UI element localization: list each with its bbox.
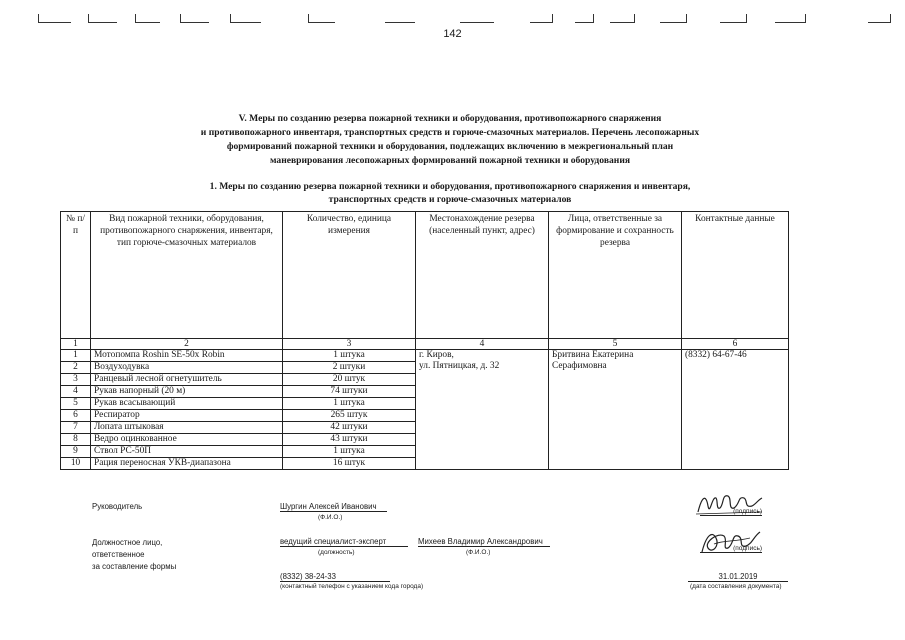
official-label	[92, 537, 176, 573]
official-label-line: ответственное	[92, 550, 145, 559]
official-label-line: за составление формы	[92, 562, 177, 571]
head-label: Руководитель	[92, 502, 143, 511]
row-quantity: 1 штука	[283, 398, 416, 410]
row-quantity: 1 штука	[283, 350, 416, 362]
row-item: Ствол РС-50П	[91, 446, 283, 458]
reserve-table	[60, 211, 789, 470]
head-fio-caption: (Ф.И.О.)	[318, 514, 343, 521]
column-number: 4	[416, 339, 549, 350]
responsible-line: Серафимовна	[552, 361, 607, 371]
column-number: 1	[61, 339, 91, 350]
date-caption: (дата составления документа)	[690, 583, 782, 590]
table-row	[61, 350, 789, 362]
row-quantity: 2 штуки	[283, 362, 416, 374]
row-item: Воздуходувка	[91, 362, 283, 374]
subheading-line: транспортных средств и горюче-смазочных материалов	[328, 194, 572, 205]
heading-line: формирований пожарной техники и оборудования, подлежащих включению в межрегиональный план	[226, 141, 674, 152]
location-line: г. Киров,	[419, 350, 454, 360]
row-number: 4	[61, 386, 91, 398]
heading-line: V. Меры по созданию резерва пожарной техники и оборудования, противопожарного снаряжения	[238, 113, 662, 124]
row-number: 1	[61, 350, 91, 362]
subsection-heading	[120, 180, 780, 206]
location-line: ул. Пятницкая, д. 32	[419, 361, 500, 371]
location-cell	[416, 350, 549, 470]
header-quantity: Количество, единица измерения	[283, 212, 416, 339]
row-quantity: 74 штуки	[283, 386, 416, 398]
column-number: 6	[682, 339, 789, 350]
row-item: Респиратор	[91, 410, 283, 422]
row-item: Мотопомпа Roshin SE-50x Robin	[91, 350, 283, 362]
contact-cell: (8332) 64-67-46	[682, 350, 789, 470]
row-item: Рукав напорный (20 м)	[91, 386, 283, 398]
row-number: 10	[61, 458, 91, 470]
row-item: Рукав всасывающий	[91, 398, 283, 410]
position-caption: (должность)	[318, 549, 355, 556]
row-number: 9	[61, 446, 91, 458]
row-number: 2	[61, 362, 91, 374]
official-signature-caption: (подпись)	[700, 545, 762, 553]
column-number: 3	[283, 339, 416, 350]
row-quantity: 1 штука	[283, 446, 416, 458]
table-header-row	[61, 212, 789, 339]
row-number: 3	[61, 374, 91, 386]
responsible-line: Бритвина Екатерина	[552, 350, 634, 360]
row-quantity: 42 штуки	[283, 422, 416, 434]
official-name: Михеев Владимир Александрович	[418, 537, 550, 547]
row-item: Рация переносная УКВ-диапазона	[91, 458, 283, 470]
page-number: 142	[443, 28, 462, 40]
responsible-cell	[549, 350, 682, 470]
row-quantity: 20 штук	[283, 374, 416, 386]
header-contacts: Контактные данные	[682, 212, 789, 339]
row-quantity: 43 штуки	[283, 434, 416, 446]
heading-line: и противопожарного инвентаря, транспортных средств и горюче-смазочных материалов. Перечень лесопожарных	[200, 127, 700, 138]
row-number: 6	[61, 410, 91, 422]
row-number: 8	[61, 434, 91, 446]
row-item: Ведро оцинкованное	[91, 434, 283, 446]
phone-caption: (контактный телефон с указанием кода города)	[280, 583, 424, 590]
phone: (8332) 38-24-33	[280, 572, 390, 582]
row-item: Ранцевый лесной огнетушитель	[91, 374, 283, 386]
document-date: 31.01.2019	[688, 572, 788, 582]
row-number: 7	[61, 422, 91, 434]
head-name: Шургин Алексей Иванович	[280, 502, 387, 512]
header-number: № п/п	[61, 212, 91, 339]
row-number: 5	[61, 398, 91, 410]
column-number-row	[61, 339, 789, 350]
header-equipment: Вид пожарной техники, оборудования, противопожарного снаряжения, инвентаря, тип горюче-смазочных материалов	[91, 212, 283, 339]
section-heading	[100, 112, 800, 168]
row-quantity: 265 штук	[283, 410, 416, 422]
official-fio-caption: (Ф.И.О.)	[466, 549, 491, 556]
subheading-line: 1. Меры по созданию резерва пожарной техники и оборудования, противопожарного снаряжения и инвентаря,	[209, 181, 691, 192]
column-number: 2	[91, 339, 283, 350]
official-position: ведущий специалист-эксперт	[280, 537, 408, 547]
head-signature-caption: (подпись)	[700, 508, 762, 516]
column-number: 5	[549, 339, 682, 350]
heading-line: маневрирования лесопожарных формирований пожарной техники и оборудования	[269, 155, 631, 166]
official-label-line: Должностное лицо,	[92, 538, 163, 547]
header-responsible: Лица, ответственные за формирование и сохранность резерва	[549, 212, 682, 339]
header-location: Местонахождение резерва (населенный пункт, адрес)	[416, 212, 549, 339]
row-quantity: 16 штук	[283, 458, 416, 470]
row-item: Лопата штыковая	[91, 422, 283, 434]
